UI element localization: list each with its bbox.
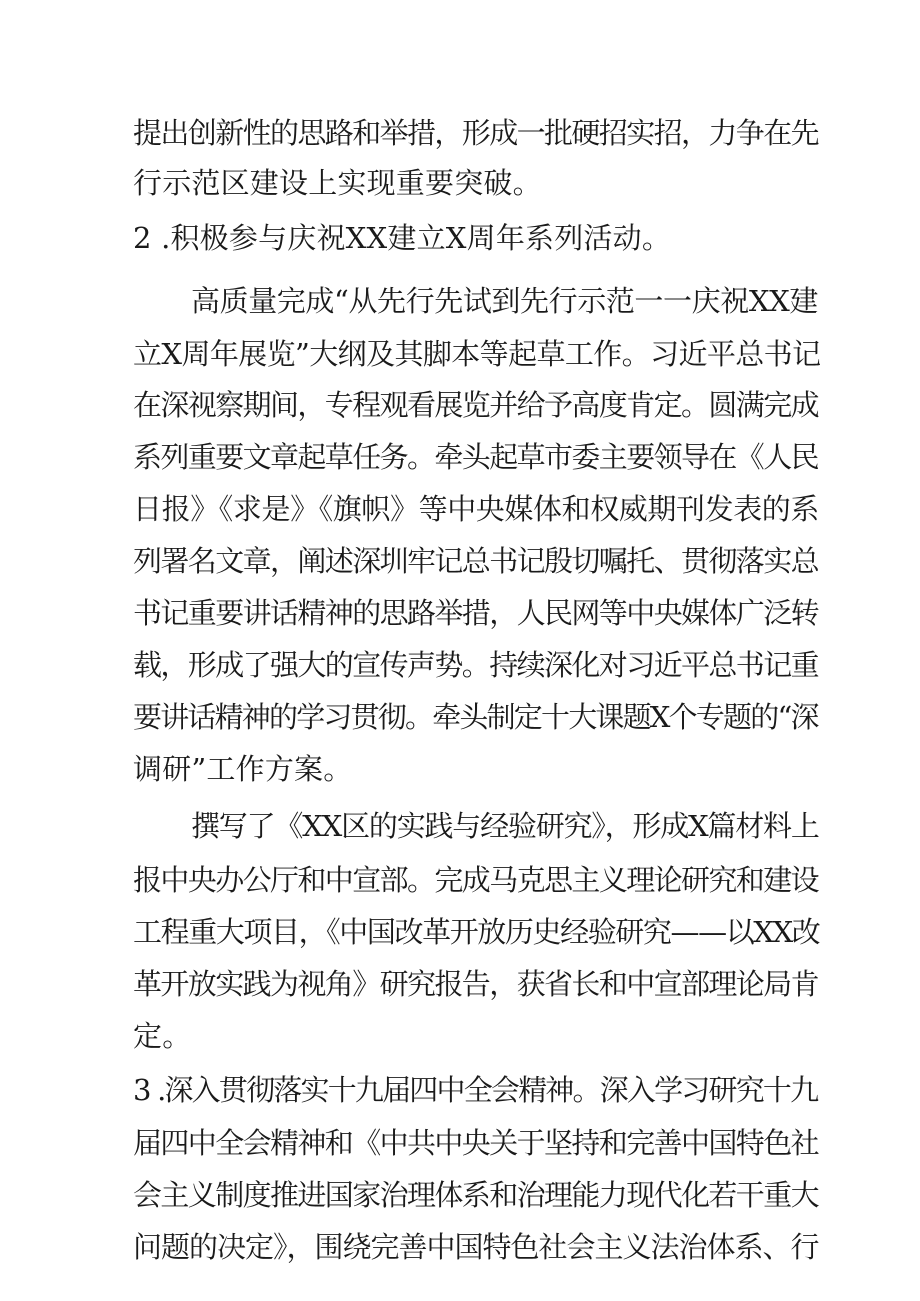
- text-line: 日报》《求是》《旗帜》等中央媒体和权威期刊发表的系: [133, 492, 820, 526]
- text-line: 要讲话精神的学习贯彻。牵头制定十大课题X个专题的“深: [133, 700, 818, 734]
- text-line: 立X周年展览”大纲及其脚本等起草工作。习近平总书记: [133, 337, 820, 371]
- text-line: 工程重大项目，《中国改革开放历史经验研究——以XX改: [133, 915, 820, 949]
- text-line: 届四中全会精神和《中共中央关于坚持和完善中国特色社: [133, 1126, 819, 1160]
- section-heading: 3 .深入贯彻落实十九届四中全会精神。深入学习研究十九: [133, 1073, 818, 1107]
- text-line: 系列重要文章起草任务。牵头起草市委主要领导在《人民: [133, 440, 819, 474]
- text-line: 问题的决定》，围绕完善中国特色社会主义法治体系、行: [133, 1230, 819, 1264]
- text-line: 革开放实践为视角》研究报告，获省长和中宣部理论局肯: [133, 967, 819, 1001]
- text-line: 定。: [133, 1019, 192, 1053]
- text-line: 会主义制度推进国家治理体系和治理能力现代化若干重大: [133, 1178, 819, 1212]
- text-line: 调研”工作方案。: [133, 752, 353, 786]
- text-line: 撰写了《XX区的实践与经验研究》，形成X篇材料上: [191, 809, 819, 843]
- text-line: 高质量完成“从先行先试到先行示范一一庆祝XX建: [191, 284, 818, 318]
- text-line: 载，形成了强大的宣传声势。持续深化对习近平总书记重: [133, 648, 819, 682]
- section-heading: 2 .积极参与庆祝XX建立X周年系列活动。: [133, 221, 672, 255]
- text-line: 提出创新性的思路和举措，形成一批硬招实招，力争在先: [133, 116, 819, 150]
- text-line: 行示范区建设上实现重要突破。: [133, 166, 542, 200]
- text-line: 书记重要讲话精神的思路举措，人民网等中央媒体广泛转: [133, 596, 819, 630]
- text-line: 列署名文章，阐述深圳牢记总书记殷切嘱托、贯彻落实总: [133, 544, 819, 578]
- text-line: 在深视察期间，专程观看展览并给予高度肯定。圆满完成: [133, 388, 819, 422]
- text-line: 报中央办公厅和中宣部。完成马克思主义理论研究和建设: [133, 863, 819, 897]
